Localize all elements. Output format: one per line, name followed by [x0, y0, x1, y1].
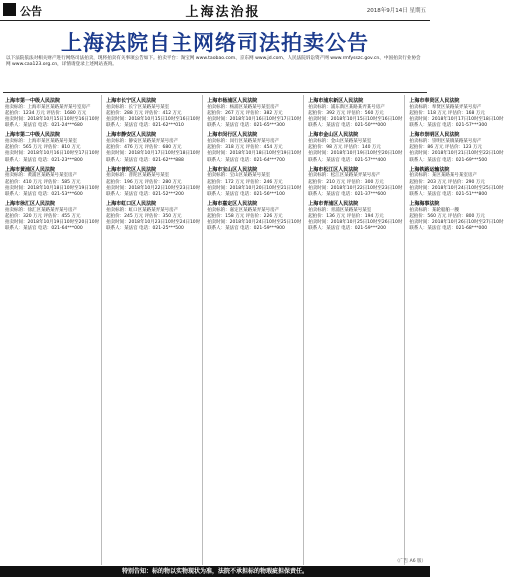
court-name: 上海市宝山区人民法院 [207, 166, 258, 173]
court-name: 上海市黄浦区人民法院 [5, 166, 56, 173]
notice-line: 拍卖标的：黄浦区某路某号某室房产 [5, 173, 77, 179]
court-name: 上海市闵行区人民法院 [207, 132, 258, 139]
notice-line: 拍卖时间：2018年10月15日10时至16日10时 [5, 117, 100, 122]
notice-line: 拍卖时间：2018年10月19日10时至20日10时 [308, 151, 403, 157]
notice-line: 联系人：某法官 电话：021-56***100 [207, 192, 285, 198]
masthead [0, 0, 430, 21]
notice-line: 起拍价：98 万元 评估价：140 万元 [308, 145, 381, 151]
notice-line: 拍卖标的：某轮船舶一艘 [409, 207, 459, 213]
notice-line: 联系人：某法官 电话：021-50***000 [308, 123, 386, 129]
notice-line: 拍卖时间：2018年10月26日10时至27日10时 [409, 220, 504, 226]
notice-line: 起拍价：288 万元 评估价：412 万元 [106, 110, 182, 116]
notice-line: 拍卖时间：2018年10月18日10时至19日10时 [5, 185, 100, 191]
notice-line: 拍卖时间：2018年10月15日10时至16日10时 [308, 117, 403, 122]
notice-line: 起拍价：318 万元 评估价：454 万元 [207, 145, 283, 151]
section-name: 公告 [20, 5, 42, 18]
notice-line: 拍卖标的：虹口区某路某弄某号房产 [106, 207, 179, 213]
notice-line: 拍卖时间：2018年10月20日10时至21日10时 [207, 185, 302, 191]
notice-line: 起拍价：210 万元 评估价：300 万元 [308, 179, 384, 185]
page-headline: 上海法院自主网络司法拍卖公告 [61, 31, 369, 55]
notice-line: 联系人：某法官 电话：021-57***300 [409, 123, 488, 129]
notice-line: 起拍价：245 万元 评估价：350 万元 [106, 214, 182, 220]
notice-line: 联系人：某法官 电话：021-65***300 [207, 123, 285, 129]
notice-line: 联系人：某法官 电话：021-37***600 [308, 192, 386, 198]
notice-line: 起拍价：565 万元 评估价：810 万元 [5, 145, 81, 151]
court-name: 上海市虹口区人民法院 [106, 201, 157, 208]
court-name: 上海市杨浦区人民法院 [207, 98, 258, 104]
notice-line: 起拍价：267 万元 评估价：382 万元 [207, 110, 283, 116]
notice-line: 拍卖时间：2018年10月18日10时至19日10时 [207, 151, 302, 157]
notice-line: 拍卖标的：宝山区某路某号某室 [207, 173, 271, 179]
notice-column [205, 95, 304, 565]
notice-line: 拍卖时间：2018年10月17日10时至18日10时 [106, 151, 201, 157]
notice-line: 拍卖时间：2018年10月17日10时至18日10时 [409, 117, 504, 122]
notice-line: 起拍价：476 万元 评估价：680 万元 [106, 145, 182, 151]
notice-line: 拍卖标的：杨浦区某路某号某室房产 [207, 104, 280, 110]
notice-line: 联系人：某法官 电话：021-57***400 [308, 157, 386, 163]
edition-note: （广告 A6 版） [394, 559, 426, 564]
notice-line: 起拍价：118 万元 评估价：168 万元 [409, 110, 485, 116]
notice-line: 拍卖标的：嘉定区某路某弄某号房产 [207, 207, 280, 213]
notice-line: 拍卖时间：2018年10月22日10时至23日10时 [308, 185, 403, 191]
notice-line: 联系人：某法官 电话：021-51***800 [409, 192, 488, 198]
notice-line: 拍卖标的：松江区某路某弄某号房产 [308, 173, 381, 179]
notice-line: 拍卖标的：闵行区某路某弄某号房产 [207, 139, 280, 144]
notice-column [407, 95, 505, 565]
notice-line: 起拍价：1234 万元 评估价：1680 万元 [5, 110, 87, 116]
notice-line: 拍卖时间：2018年10月16日10时至17日10时 [5, 151, 100, 157]
notice-line: 联系人：某法官 电话：021-69***500 [409, 157, 488, 163]
notice-line: 联系人：某法官 电话：021-68***000 [409, 226, 488, 232]
notice-line: 拍卖标的：崇明区某镇某路某号房产 [409, 139, 482, 144]
notice-line: 起拍价：196 万元 评估价：280 万元 [106, 179, 182, 185]
notice-line: 拍卖标的：普陀区某路某号某室 [106, 173, 170, 179]
notice-line: 拍卖标的：某区某路某号某室房产 [409, 173, 477, 179]
notice-line: 联系人：某法官 电话：021-23***800 [5, 157, 83, 163]
notice-line: 拍卖时间：2018年10月15日10时至16日10时 [106, 117, 201, 122]
notice-line: 拍卖时间：2018年10月23日10时至24日10时 [106, 220, 201, 226]
section-marker-icon [3, 3, 16, 16]
notice-column [3, 95, 102, 565]
notice-line: 联系人：某法官 电话：021-59***200 [308, 226, 386, 232]
notice-line: 联系人：某法官 电话：021-53***600 [5, 192, 83, 198]
notice-line: 联系人：某法官 电话：021-62***010 [106, 123, 184, 129]
notice-line: 起拍价：158 万元 评估价：226 万元 [207, 214, 283, 220]
court-name: 上海市徐汇区人民法院 [5, 201, 56, 208]
notice-line: 联系人：某法官 电话：021-62***888 [106, 157, 184, 163]
court-name: 上海市浦东新区人民法院 [308, 98, 364, 104]
court-name: 上海市普陀区人民法院 [106, 166, 157, 173]
newspaper-name: 上海法治报 [185, 5, 261, 20]
notice-line: 拍卖标的：长宁区某路某号某室 [106, 104, 170, 110]
notice-line: 拍卖时间：2018年10月16日10时至17日10时 [207, 117, 302, 122]
notice-line: 联系人：某法官 电话：021-64***700 [207, 157, 285, 163]
notice-line: 起拍价：410 万元 评估价：585 万元 [5, 179, 81, 185]
court-name: 上海市奉贤区人民法院 [409, 98, 460, 104]
notice-line: 拍卖时间：2018年10月24日10时至25日10时 [409, 185, 504, 191]
notice-line: 拍卖标的：青浦区某路某号某室 [308, 207, 372, 213]
notice-line: 拍卖时间：2018年10月21日10时至22日10时 [409, 151, 504, 157]
notice-line: 拍卖时间：2018年10月22日10时至23日10时 [106, 185, 201, 191]
footer-notice: 特别告知：标的物以实物现状为准，法院不承担标的物瑕疵担保责任。 [0, 566, 430, 577]
notice-line: 联系人：某法官 电话：021-25***500 [106, 226, 184, 232]
notice-column [104, 95, 203, 565]
notice-line: 拍卖时间：2018年10月24日10时至25日10时 [207, 220, 302, 226]
court-name: 上海市第二中级人民法院 [5, 132, 61, 139]
issue-date: 2018年9月14日 星期五 [366, 8, 426, 14]
court-name: 上海市第一中级人民法院 [5, 98, 61, 104]
court-name: 上海市崇明区人民法院 [409, 132, 460, 139]
court-name: 上海铁路运输法院 [409, 166, 450, 173]
notice-line: 联系人：某法官 电话：021-24***680 [5, 123, 83, 129]
court-name: 上海市静安区人民法院 [106, 132, 157, 139]
notice-line: 起拍价：203 万元 评估价：290 万元 [409, 179, 485, 185]
intro-paragraph: 以下法院依法对相关财产进行网络司法拍卖，现将拍卖有关事项公告如下。拍卖平台：淘宝网 www.taobao.com、京东网 www.jd.com、人民法院诉讼资产网 www.rmfysszc.gov.cn、中国拍卖行业协会网 www.caa123.org.cn，详情请登录上述网站查询。 [6, 56, 421, 68]
court-name: 上海市长宁区人民法院 [106, 98, 157, 104]
notice-line: 拍卖标的：浦东新区某路某弄某号房产 [308, 104, 385, 110]
notice-line: 起拍价：560 万元 评估价：800 万元 [409, 214, 485, 220]
notice-line: 拍卖时间：2018年10月19日10时至20日10时 [5, 220, 100, 226]
notice-line: 起拍价：86 万元 评估价：123 万元 [409, 145, 482, 151]
court-name: 上海市金山区人民法院 [308, 132, 359, 139]
notice-line: 拍卖标的：徐汇区某路某弄某号房产 [5, 207, 77, 213]
notice-line: 起拍价：392 万元 评估价：560 万元 [308, 110, 384, 116]
notice-column [306, 95, 405, 565]
notice-line: 拍卖标的：静安区某路某弄某号房产 [106, 139, 179, 144]
court-name: 上海海事法院 [409, 201, 440, 208]
notice-line: 联系人：某法官 电话：021-64***000 [5, 226, 83, 232]
notice-line: 联系人：某法官 电话：021-59***900 [207, 226, 285, 232]
notice-line: 拍卖标的：奉贤区某路某弄某号房产 [409, 104, 482, 110]
notice-line: 拍卖时间：2018年10月25日10时至26日10时 [308, 220, 403, 226]
court-name: 上海市松江区人民法院 [308, 166, 359, 173]
notice-line: 拍卖标的：上海市某区某路某弄某号室房产 [5, 104, 91, 110]
notice-line: 拍卖标的：金山区某路某号某室 [308, 139, 372, 144]
notice-columns [3, 95, 504, 565]
notice-line: 起拍价：136 万元 评估价：194 万元 [308, 214, 384, 220]
divider [3, 92, 427, 93]
notice-line: 联系人：某法官 电话：021-52***200 [106, 192, 184, 198]
court-name: 上海市青浦区人民法院 [308, 201, 359, 208]
notice-line: 拍卖标的：上海市某区某路某号某室 [5, 139, 77, 144]
court-name: 上海市嘉定区人民法院 [207, 201, 258, 208]
notice-line: 起拍价：320 万元 评估价：455 万元 [5, 214, 81, 220]
notice-line: 起拍价：172 万元 评估价：246 万元 [207, 179, 283, 185]
